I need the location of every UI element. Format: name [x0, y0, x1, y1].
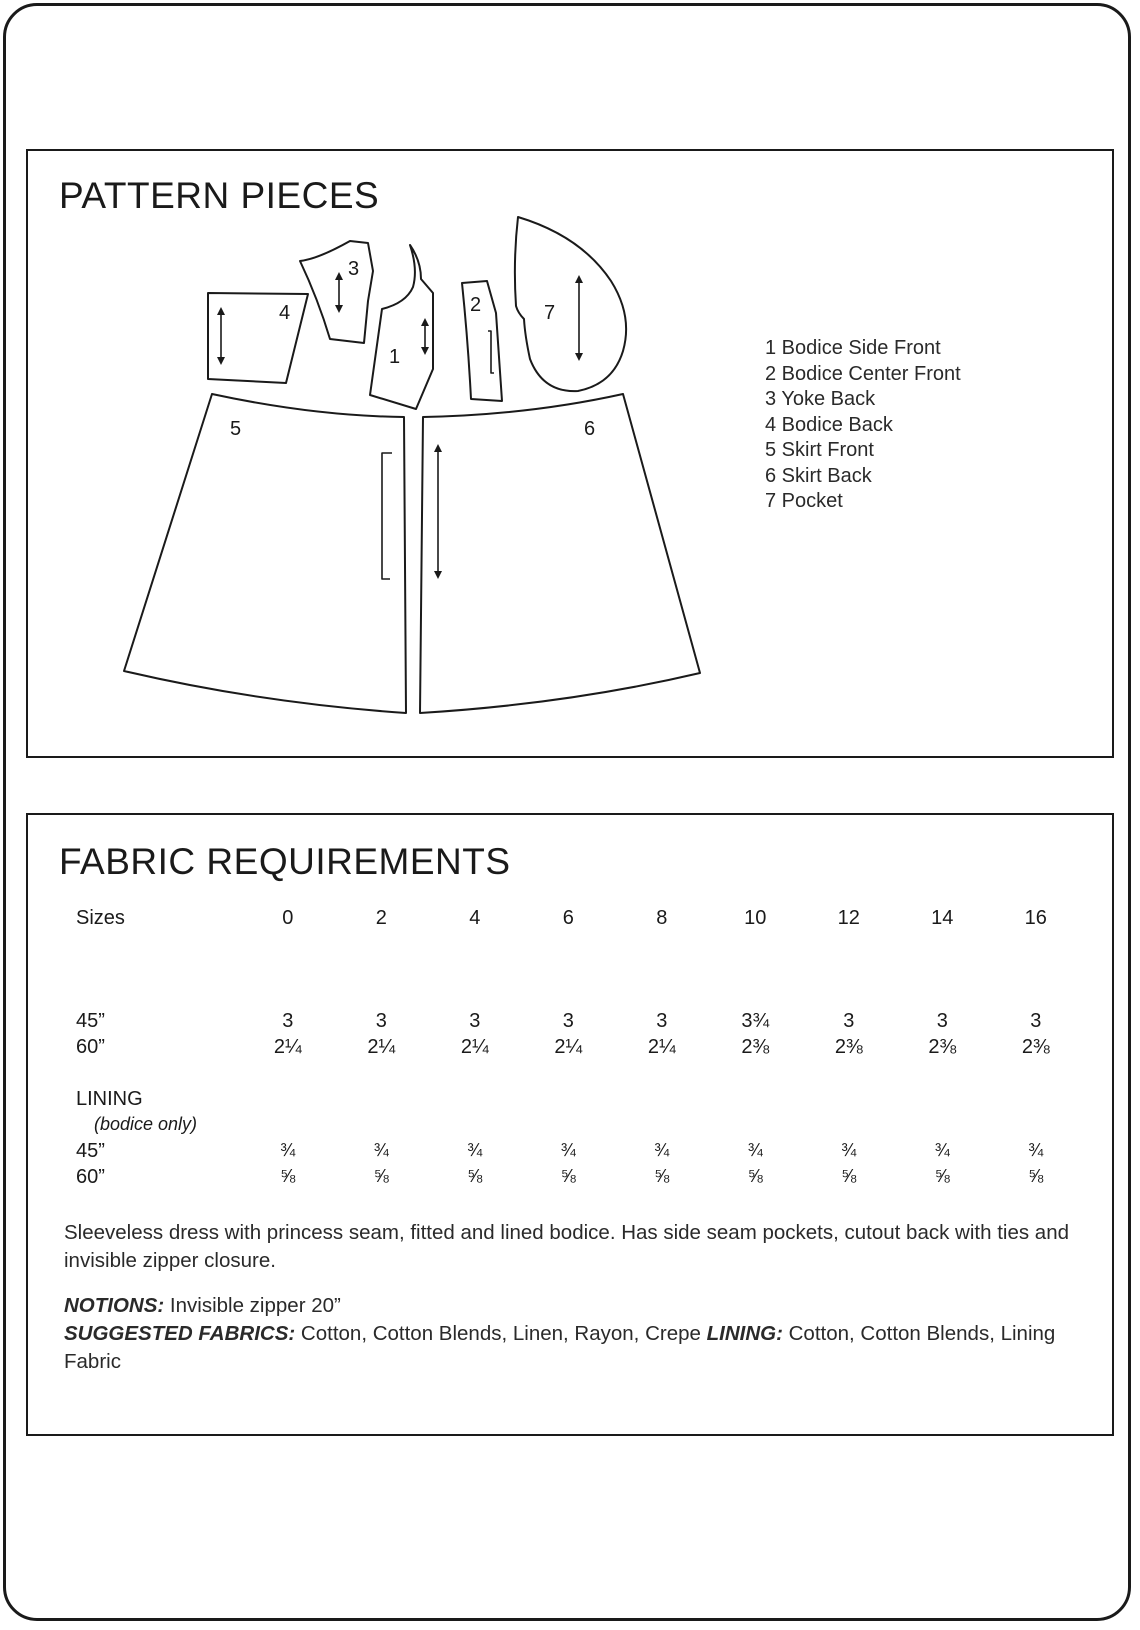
lining-fabrics-text: Cotton, Cotton Blends, Lining Fabric	[64, 1322, 1056, 1373]
notions-label: NOTIONS:	[64, 1294, 165, 1317]
sizes-row	[76, 907, 1083, 933]
table-cell: 2¼	[460, 1036, 489, 1058]
suggested-fabrics-label: SUGGESTED FABRICS:	[64, 1322, 296, 1345]
table-cell: 2⅜	[928, 1036, 957, 1058]
piece-3-yoke-back	[300, 241, 373, 343]
garment-description: Sleeveless dress with princess seam, fitted and lined bodice. Has side seam pockets, cutout back with ties and invisible zipper closure.	[64, 1221, 1070, 1272]
width-label: 45”	[76, 1010, 105, 1032]
table-cell: ⅝	[841, 1166, 857, 1186]
lining-label-row	[76, 1088, 1083, 1114]
suggested-fabrics-text: Cotton, Cotton Blends, Linen, Rayon, Crepe	[300, 1322, 701, 1345]
pattern-pieces-panel	[26, 149, 1114, 758]
piece-1-bodice-side-front	[370, 245, 433, 409]
table-cell: ⅝	[467, 1166, 483, 1186]
legend-item: 5 Skirt Front	[765, 439, 874, 461]
table-cell: ¾	[467, 1140, 483, 1160]
piece-6-skirt-back	[420, 394, 700, 713]
pattern-pieces-title: PATTERN PIECES	[59, 175, 380, 216]
table-cell: 3	[1030, 1010, 1042, 1032]
fabric-requirements-table	[76, 907, 1083, 1192]
legend-item: 7 Pocket	[765, 490, 843, 512]
width-label: 60”	[76, 1036, 105, 1058]
width-label: 60”	[76, 1166, 105, 1188]
lining-sub-row	[76, 1114, 1083, 1140]
table-row	[76, 1010, 1083, 1036]
table-cell: ¾	[654, 1140, 670, 1160]
piece-number-4: 4	[279, 302, 291, 324]
piece-5-skirt-front	[124, 394, 406, 713]
notions-block	[64, 1292, 1084, 1376]
piece-7-pocket	[515, 217, 626, 391]
size-header: 12	[837, 907, 860, 929]
size-header: 14	[931, 907, 954, 929]
table-cell: 2⅜	[834, 1036, 863, 1058]
legend-item: 6 Skirt Back	[765, 464, 872, 487]
legend-item: 1 Bodice Side Front	[765, 337, 941, 359]
piece-number-2: 2	[470, 294, 482, 316]
table-cell: ¾	[1028, 1140, 1044, 1160]
piece-number-6: 6	[584, 418, 596, 440]
table-cell: 3	[562, 1010, 574, 1032]
table-row	[76, 1036, 1083, 1062]
size-header: 0	[282, 907, 294, 929]
fabric-requirements-panel	[26, 813, 1114, 1436]
table-cell: ⅝	[934, 1166, 950, 1186]
table-cell: ¾	[747, 1140, 763, 1160]
table-cell: 3	[282, 1010, 294, 1032]
table-cell: ¾	[373, 1140, 389, 1160]
lining-sublabel: (bodice only)	[94, 1114, 198, 1134]
table-cell: 2¼	[273, 1036, 302, 1058]
fabric-requirements-title: FABRIC REQUIREMENTS	[59, 841, 511, 882]
size-header: 10	[744, 907, 767, 929]
size-header: 8	[656, 907, 668, 929]
size-header: 16	[1024, 907, 1047, 929]
notions-text: Invisible zipper 20”	[169, 1294, 341, 1317]
piece-number-7: 7	[544, 302, 556, 324]
piece-number-1: 1	[389, 346, 401, 368]
pattern-legend	[765, 336, 961, 515]
legend-item: 3 Yoke Back	[765, 388, 876, 410]
table-cell: 2¼	[554, 1036, 583, 1058]
table-cell: ¾	[934, 1140, 950, 1160]
piece-number-5: 5	[230, 418, 242, 440]
table-cell: ⅝	[747, 1166, 763, 1186]
size-header: 6	[562, 907, 574, 929]
size-header: 2	[375, 907, 387, 929]
table-cell: ⅝	[1028, 1166, 1044, 1186]
table-cell: ⅝	[373, 1166, 389, 1186]
table-cell: 3	[843, 1010, 855, 1032]
sizes-label: Sizes	[76, 907, 125, 929]
size-header: 4	[469, 907, 481, 929]
legend-item: 4 Bodice Back	[765, 413, 893, 436]
table-row	[76, 1140, 1083, 1166]
table-cell: ⅝	[654, 1166, 670, 1186]
table-cell: 2¼	[647, 1036, 676, 1058]
table-cell: ¾	[280, 1140, 296, 1160]
table-row	[76, 1166, 1083, 1192]
lining-label: LINING	[76, 1088, 143, 1110]
piece-number-3: 3	[348, 258, 360, 280]
piece-2-bodice-center-front	[462, 281, 502, 401]
table-cell: ¾	[560, 1140, 576, 1160]
table-cell: ⅝	[280, 1166, 296, 1186]
piece-4-bodice-back	[208, 293, 308, 383]
legend-item: 2 Bodice Center Front	[765, 362, 961, 385]
table-cell: ⅝	[560, 1166, 576, 1186]
width-label: 45”	[76, 1140, 105, 1162]
lining-fabrics-label: LINING:	[706, 1322, 783, 1345]
table-cell: 3	[936, 1010, 948, 1032]
table-cell: 2⅜	[1021, 1036, 1050, 1058]
table-cell: 2¼	[367, 1036, 396, 1058]
table-cell: 2⅜	[741, 1036, 770, 1058]
table-cell: ¾	[841, 1140, 857, 1160]
table-cell: 3	[656, 1010, 668, 1032]
table-cell: 3	[375, 1010, 387, 1032]
table-cell: 3	[469, 1010, 481, 1032]
table-cell: 3¾	[741, 1010, 770, 1032]
